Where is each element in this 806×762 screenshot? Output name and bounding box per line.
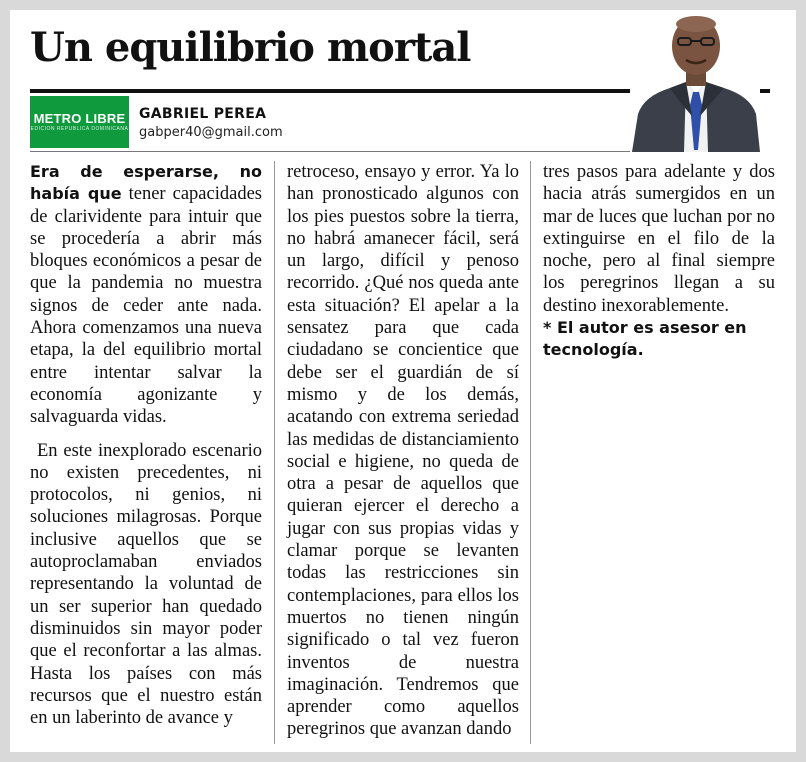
article-column-1 <box>30 161 262 729</box>
byline-rule <box>30 151 630 152</box>
article-paragraph-2-continued: tres pasos para adelante y dos hacia atrás sumergidos en un mar de luces que luchan por no extinguirse en el filo de la noche, pero al final siempre los peregrinos llegan a su destino inexorablemente. <box>543 162 775 316</box>
article-column-2 <box>287 161 519 741</box>
article-lead: Era de esperarse, no había que <box>30 162 262 204</box>
author-email: gabper40@gmail.com <box>139 125 283 140</box>
article-paragraph-1 <box>30 161 262 429</box>
article-paragraph-2 <box>30 440 262 730</box>
column-separator <box>530 161 531 744</box>
author-portrait-icon <box>630 10 760 152</box>
author-footnote: * El autor es asesor en tecnología. <box>543 318 747 360</box>
article-column-3 <box>543 161 775 361</box>
article-paragraph-2-continued: retroceso, ensayo y error. Ya lo han pronosticado algunos con los pies puestos sobre la tierra, no habrá amanecer fácil, será un largo, difícil y penoso recorrido. ¿Qué nos queda ante esta situación? El apelar a la sensatez para que cada ciudadano se concientice que debe ser el guardián de sí mismo y de los demás, acatando con extrema seriedad las medidas de distanciamiento social e higiene, no queda de otra a pesar de aquellos que quieran ejercer el derecho a jugar con sus propias vidas y clamar porque se levanten todas las restricciones sin contemplaciones, para ellos los muertos no tienen ningún significado o tal vez fueron inventos de nuestra imaginación. Tendremos que aprender como aquellos peregrinos que avanzan dando <box>287 162 519 740</box>
headline: Un equilibrio mortal <box>30 24 471 71</box>
metro-libre-logo <box>30 96 129 148</box>
article-paragraph-2-text: En este inexplorado escenario no existen precedentes, ni protocolos, ni genios, ni soluciones milagrosas. Porque inclusive aquellos que se autoproclamaban enviados representando la voluntad de un ser superior han quedado disminuidos sin mayor poder que el reconfortar a las almas. Hasta los países con más recursos que el nuestro están en un laberinto de avance y <box>30 440 262 729</box>
logo-name: METRO LIBRE <box>33 111 126 126</box>
logo-subtitle: EDICION REPUBLICA DOMINICANA <box>30 126 129 132</box>
column-separator <box>274 161 275 744</box>
newspaper-column <box>10 10 796 752</box>
article-paragraph-1-text: tener capacidades de clarividente para intuir que se procedería a abrir más bloques económicos a pesar de que la pandemia no muestra signos de ceder ante nada. Ahora comenzamos una nueva etapa, la del equilibrio mortal entre intentar salvar la economía agonizante y salvaguarda vidas. <box>30 184 262 428</box>
author-name: GABRIEL PEREA <box>139 106 267 122</box>
